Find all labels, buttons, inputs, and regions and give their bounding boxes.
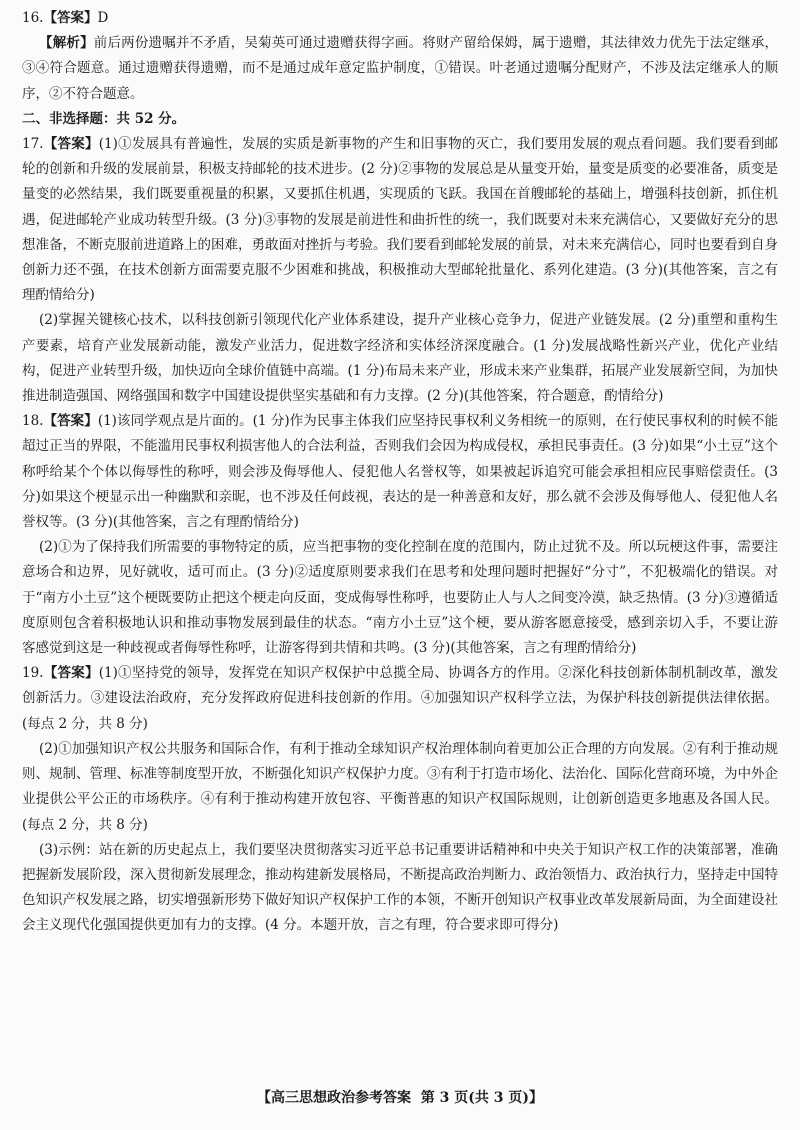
q17-paragraph-1 bbox=[22, 132, 778, 308]
q17-text-1: (1)①发展具有普遍性，发展的实质是新事物的产生和旧事物的灭亡，我们要用发展的观点看问题。我们要看到邮轮的创新和升级的发展前景，积极支持邮轮的技术进步。(2 分)②事物的发展总是从量变开始，量变是质变的必要准备，质变是量变的必然结果，我们既要重视量的积累，又要抓住机遇，实现质的飞跃。我国在首艘邮轮的基础上，增强科技创新，抓住机遇，促进邮轮产业成功转型升级。(3 分)③事物的发展是前进性和曲折性的统一，我们既要对未来充满信心，又要做好充分的思想准备，不断克服前进道路上的困难，勇敢面对挫折与考验。我们要看到邮轮发展的前景，对未来充满信心，同时也要看到自身创新力还不强，在技术创新方面需要克服不少困难和挑战，积极推动大型邮轮批量化、系列化建造。(3 分)(其他答案，言之有理酌情给分) bbox=[22, 136, 778, 304]
q16-analysis-tag: 【解析】 bbox=[39, 35, 94, 52]
q19-answer-tag: 【答案】 bbox=[43, 665, 99, 682]
page-footer bbox=[0, 1087, 800, 1107]
q17-answer-tag: 【答案】 bbox=[43, 136, 99, 153]
q16-analysis bbox=[22, 31, 778, 107]
q18-number: 18. bbox=[22, 413, 44, 430]
q19-paragraph-1 bbox=[22, 661, 778, 737]
q19-number: 19. bbox=[22, 665, 44, 682]
q18-text-1: (1)该同学观点是片面的。(1 分)作为民事主体我们应坚持民事权利义务相统一的原则，在行使民事权利的时候不能超过正当的界限，不能滥用民事权利损害他人的合法利益，否则我们会因为构成侵权，承担民事责任。(3 分)如果“小土豆”这个称呼给某个个体以侮辱性的称呼，则会涉及侮辱他人、侵犯他人名誉权等，如果被起诉追究可能会承担相应民事赔偿责任。(3 分)如果这个梗显示出一种幽默和亲昵，也不涉及任何歧视，表达的是一种善意和友好，那么就不会涉及侮辱他人、侵犯他人名誉权等。(3 分)(其他答案，言之有理酌情给分) bbox=[22, 413, 778, 531]
section-heading: 二、非选择题：共 52 分。 bbox=[22, 110, 186, 127]
answer-content bbox=[22, 6, 778, 939]
q16-analysis-text: 前后两份遗嘱并不矛盾，吴菊英可通过遗赠获得字画。将财产留给保姆，属于遗赠，其法律效力优先于法定继承，③④符合题意。通过遗赠获得遗赠，而不是通过成年意定监护制度，①错误。叶老通过遗嘱分配财产，不涉及法定继承人的顺序，②不符合题意。 bbox=[22, 35, 779, 102]
q16-answer-line bbox=[22, 6, 778, 31]
q16-number: 16. bbox=[22, 10, 44, 26]
footer-page-number: 第 3 页(共 3 页)】 bbox=[420, 1090, 543, 1106]
q18-paragraph-1 bbox=[22, 409, 778, 535]
q19-paragraph-2: (2)①加强知识产权公共服务和国际合作，有利于推动全球知识产权治理体制向着更加公正合理的方向发展。②有利于推动规则、规制、管理、标准等制度型开放，不断强化知识产权保护力度。③有利于打造市场化、法治化、国际化营商环境，为中外企业提供公平公正的市场秩序。④有利于推动构建开放包容、平衡普惠的知识产权国际规则，让创新创造更多地惠及各国人民。(每点 2 分，共 8 分) bbox=[22, 740, 778, 833]
q19-text-1: (1)①坚持党的领导，发挥党在知识产权保护中总揽全局、协调各方的作用。②深化科技创新体制机制改革，激发创新活力。③建设法治政府，充分发挥政府促进科技创新的作用。④加强知识产权科学立法，为保护科技创新提供法律依据。(每点 2 分，共 8 分) bbox=[22, 665, 778, 732]
q18-answer-tag: 【答案】 bbox=[43, 413, 98, 430]
q17-number: 17. bbox=[22, 136, 44, 153]
q16-answer-tag: 【答案】 bbox=[43, 10, 98, 26]
q16-answer: D bbox=[97, 10, 109, 26]
q17-paragraph-2: (2)掌握关键核心技术，以科技创新引领现代化产业体系建设，提升产业核心竞争力，促进产业链发展。(2 分)重塑和重构生产要素，培育产业发展新动能，激发产业活力，促进数字经济和实体经济深度融合。(1 分)发展战略性新兴产业，优化产业结构，促进产业转型升级，加快迈向全球价值链中高端。(1 分)布局未来产业，形成未来产业集群，拓展产业发展新空间，为加快推进制造强国、网络强国和数字中国建设提供坚实基础和有力支撑。(2 分)(其他答案，符合题意，酌情给分) bbox=[22, 312, 778, 405]
footer-title: 【高三思想政治参考答案 bbox=[257, 1090, 411, 1106]
q19-paragraph-3: (3)示例：站在新的历史起点上，我们要坚决贯彻落实习近平总书记重要讲话精神和中央关于知识产权工作的决策部署，准确把握新发展阶段，深入贯彻新发展理念，推动构建新发展格局，不断提高政治判断力、政治领悟力、政治执行力，坚持走中国特色知识产权发展之路，切实增强新形势下做好知识产权保护工作的本领，不断开创知识产权事业改革发展新局面，为全面建设社会主义现代化强国提供更加有力的支撑。(4 分。本题开放，言之有理，符合要求即可得分) bbox=[22, 841, 778, 934]
q18-paragraph-2: (2)①为了保持我们所需要的事物特定的质，应当把事物的变化控制在度的范围内，防止过犹不及。所以玩梗这件事，需要注意场合和边界，见好就收，适可而止。(3 分)②适度原则要求我们在思考和处理问题时把握好“分寸”，不犯极端化的错误。对于“南方小土豆”这个梗既要防止把这个梗走向反面，变成侮辱性称呼，也要防止人与人之间变冷漠，缺乏热情。(3 分)③遵循适度原则包含着积极地认识和推动事物发展到最佳的状态。“南方小土豆”这个梗，要从游客愿意接受，感到亲切入手，不要让游客感觉到这是一种歧视或者侮辱性称呼，让游客得到共情和共鸣。(3 分)(其他答案，言之有理酌情给分) bbox=[22, 539, 778, 657]
